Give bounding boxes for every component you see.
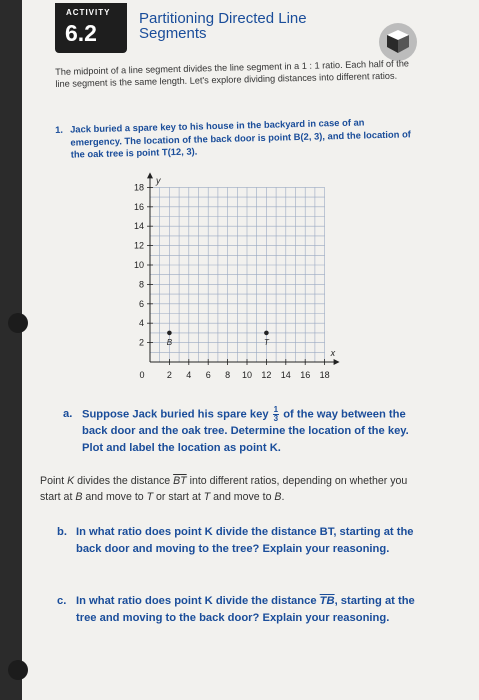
- part-a: [63, 405, 432, 457]
- segment-bt: $\overline{BT}$: [173, 475, 187, 487]
- y-tick-label: 2: [138, 337, 144, 348]
- binder-hole: [8, 660, 28, 680]
- para-text: .: [281, 491, 285, 503]
- y-tick-label: 16: [133, 201, 144, 212]
- fraction-numerator: 1: [273, 405, 279, 414]
- title-line-2: Segments: [139, 25, 207, 42]
- coordinate-grid: [128, 175, 343, 390]
- part-a-text-after: of the way between the back door and the oak tree. Determine the location of the key. Plot and label the location as point K.: [82, 408, 409, 455]
- x-tick-label: 18: [319, 370, 330, 380]
- y-tick-label: 12: [133, 240, 144, 251]
- para-text: Point: [40, 475, 68, 487]
- point-t: T: [146, 491, 154, 503]
- x-axis-label: x: [330, 348, 336, 358]
- part-c-label: c.: [57, 595, 67, 607]
- part-b-label: b.: [57, 526, 67, 538]
- x-tick-label: 8: [225, 370, 231, 380]
- point-t: T: [203, 491, 211, 503]
- ratio-paragraph: [40, 473, 430, 505]
- part-b: [57, 524, 436, 558]
- cube-icon: [378, 22, 418, 62]
- question-1-text: Jack buried a spare key to his house in the backyard in case of an emergency. The location of the back door is point B(2, 3), and the location of the oak tree is point T(12, 3).: [69, 116, 411, 160]
- part-a-label: a.: [63, 408, 73, 420]
- point-k: K: [67, 475, 75, 487]
- part-c: [57, 593, 426, 627]
- x-tick-label: 6: [205, 370, 211, 380]
- point-label-b: B: [166, 337, 173, 347]
- x-axis-arrow: [334, 359, 340, 365]
- title-line-1: Partitioning Directed Line: [139, 10, 307, 27]
- lesson-title: [139, 11, 359, 41]
- point-t: [264, 331, 269, 336]
- fraction-denominator: 3: [273, 414, 279, 423]
- para-text: divides the distance: [74, 475, 174, 487]
- origin-label: 0: [139, 370, 145, 380]
- part-c-text-after: , starting at the tree and moving to the back door? Explain your reasoning.: [76, 595, 415, 624]
- y-tick-label: 14: [133, 221, 144, 232]
- binder-hole: [8, 313, 28, 333]
- x-tick-label: 12: [261, 370, 272, 380]
- x-tick-label: 2: [166, 370, 172, 380]
- point-b: [167, 331, 172, 336]
- part-a-text-before: Suppose Jack buried his spare key: [82, 408, 269, 421]
- x-tick-label: 16: [300, 370, 311, 380]
- part-c-text-before: In what ratio does point K divide the distance: [76, 595, 317, 607]
- y-tick-label: 8: [138, 279, 144, 290]
- activity-label: ACTIVITY: [66, 8, 111, 17]
- y-tick-label: 18: [133, 182, 144, 193]
- segment-tb: $\overline{TB}$: [319, 595, 335, 607]
- para-text: into different ratios, depending on whether you start at: [40, 475, 408, 503]
- point-b: B: [75, 491, 83, 503]
- activity-badge: [55, 3, 127, 53]
- point-b: B: [274, 491, 282, 503]
- para-text: and move to: [82, 491, 147, 503]
- point-label-t: T: [263, 337, 269, 347]
- question-1-number: 1.: [55, 123, 64, 135]
- x-tick-label: 10: [241, 370, 253, 380]
- fraction-one-third: [273, 406, 279, 423]
- activity-number: 6.2: [65, 20, 97, 46]
- y-tick-label: 4: [138, 318, 144, 329]
- para-text: and move to: [210, 491, 275, 503]
- y-axis-label: y: [156, 175, 161, 186]
- intro-paragraph: The midpoint of a line segment divides the line segment in a 1 : 1 ratio. Each half of the line segment is the same length. Let's explore dividing distances into different ratios.: [55, 58, 410, 89]
- part-b-text: In what ratio does point K divide the distance BT, starting at the back door and moving to the tree? Explain your reasoning.: [76, 526, 414, 555]
- y-tick-label: 6: [138, 298, 144, 309]
- y-tick-label: 10: [133, 260, 144, 270]
- para-text: or start at: [153, 491, 204, 503]
- x-tick-label: 4: [186, 370, 192, 380]
- x-tick-label: 14: [280, 370, 291, 380]
